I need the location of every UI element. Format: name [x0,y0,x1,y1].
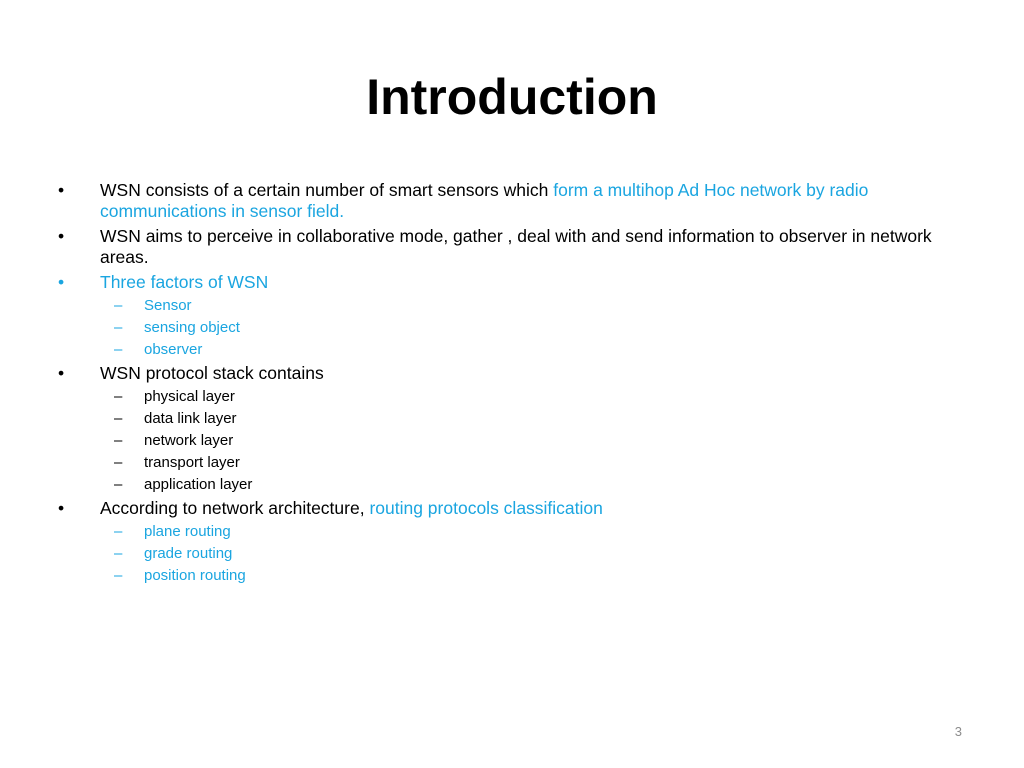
sub-item-sensor [58,296,968,315]
sub-item-text: application layer [144,476,253,493]
sub-item-transport-layer [58,453,968,472]
dash-marker: – [114,567,123,584]
sub-item-text: physical layer [144,388,235,405]
bullet-text: WSN protocol stack contains [100,363,324,383]
bullet-highlight: routing protocols classification [369,498,603,518]
sub-item-text: data link layer [144,410,237,427]
bullet-text: Three factors of WSN [100,272,269,292]
bullet-dot: • [58,226,65,246]
dash-marker: – [114,454,123,471]
sub-item-observer [58,340,968,359]
sub-item-text: grade routing [144,545,233,562]
dash-marker: – [114,341,123,358]
slide-title: Introduction [366,69,658,125]
sub-item-physical-layer [58,387,968,406]
slide-content [58,180,968,585]
sub-item-application-layer [58,475,968,494]
dash-marker: – [114,319,123,336]
bullet-dot: • [58,498,65,518]
sub-item-sensing-object [58,318,968,337]
sub-item-text: Sensor [144,297,192,314]
sub-item-text: observer [144,341,203,358]
sub-item-text: network layer [144,432,234,449]
sub-item-text: sensing object [144,319,240,336]
bullet-text: According to network architecture, [100,498,370,518]
bullet-protocol-stack [58,363,968,384]
dash-marker: – [114,476,123,493]
sub-item-position-routing [58,566,968,585]
sub-item-text: transport layer [144,454,240,471]
bullet-text: WSN aims to perceive in collaborative mode, gather , deal with and send information to observer in network areas. [100,226,932,267]
bullet-wsn-consists [58,180,968,222]
bullet-dot: • [58,363,65,383]
dash-marker: – [114,297,123,314]
bullet-highlight: form a multihop Ad Hoc network by radio communications in sensor field. [100,180,869,221]
dash-marker: – [114,388,123,405]
sub-item-plane-routing [58,522,968,541]
dash-marker: – [114,523,123,540]
dash-marker: – [114,410,123,427]
bullet-dot: • [58,272,65,292]
bullet-network-architecture [58,498,968,519]
page-number: 3 [954,724,962,739]
sub-item-text: position routing [144,567,246,584]
dash-marker: – [114,432,123,449]
dash-marker: – [114,545,123,562]
bullet-three-factors [58,272,968,293]
bullet-wsn-aims [58,226,968,268]
bullet-dot: • [58,180,65,200]
bullet-text: WSN consists of a certain number of smart sensors which [100,180,554,200]
sub-item-grade-routing [58,544,968,563]
sub-item-network-layer [58,431,968,450]
sub-item-data-link-layer [58,409,968,428]
sub-item-text: plane routing [144,523,231,540]
